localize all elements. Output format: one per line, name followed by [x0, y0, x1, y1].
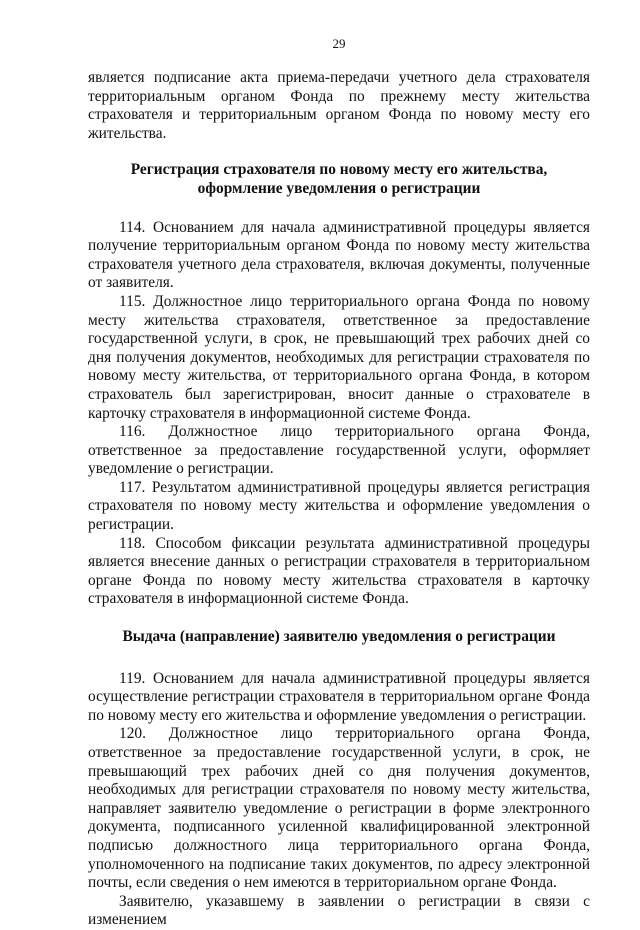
paragraph-116: 116. Должностное лицо территориального органа Фонда, ответственное за предоставление государственной услуги, оформляет уведомление о регистрации. [88, 423, 590, 478]
document-page [88, 36, 590, 930]
paragraph-continuation: Заявителю, указавшему в заявлении о регистрации в связи с изменением [88, 892, 590, 929]
paragraph-120: 120. Должностное лицо территориального органа Фонда, ответственное за предоставление государственной услуги, в срок, не превышающий трех рабочих дней со дня получения документов, необходимых для регистрации страхователя по новому месту жительства, направляет заявителю уведомление о регистрации в форме электронного документа, подписанного усиленной квалифицированной электронной подписью должностного лица территориального органа Фонда, уполномоченного на подписание таких документов, по адресу электронной почты, если сведения о нем имеются в территориальном органе Фонда. [88, 725, 590, 892]
page-number: 29 [332, 36, 346, 51]
section-heading-registration: Регистрация страхователя по новому месту его жительства, оформление уведомления о регистрации [130, 161, 548, 197]
paragraph-114: 114. Основанием для начала административной процедуры является получение территориальным органом Фонда по новому месту жительства страхователя учетного дела страхователя, включая документы, полученные от заявителя. [88, 218, 590, 292]
paragraph-115: 115. Должностное лицо территориального органа Фонда по новому месту жительства страхователя, ответственное за предоставление государственной услуги, в срок, не превышающий трех рабочих дней со дня получения документов, необходимых для регистрации страхователя по новому месту жительства, от территориального органа Фонда, в котором страхователь был зарегистрирован, вносит данные о страхователе в карточку страхователя в информационной системе Фонда. [88, 292, 590, 422]
paragraph-117: 117. Результатом административной процедуры является регистрация страхователя по новому месту жительства и оформление уведомления о регистрации. [88, 478, 590, 534]
section-heading-issuance: Выдача (направление) заявителю уведомления о регистрации [122, 628, 556, 646]
paragraph-119: 119. Основанием для начала административной процедуры является осуществление регистрации страхователя в территориальном органе Фонда по новому месту его жительства и оформление уведомления о регистрации. [88, 669, 590, 724]
paragraph-118: 118. Способом фиксации результата административной процедуры является внесение данных о регистрации страхователя в территориальном органе Фонда по новому месту жительства страхователя в карточку страхователя в информационной системе Фонда. [88, 534, 590, 608]
paragraph-intro: является подписание акта приема-передачи учетного дела страхователя территориальным органом Фонда по прежнему месту жительства страхователя и территориальным органом Фонда по новому месту его жительства. [88, 69, 590, 142]
